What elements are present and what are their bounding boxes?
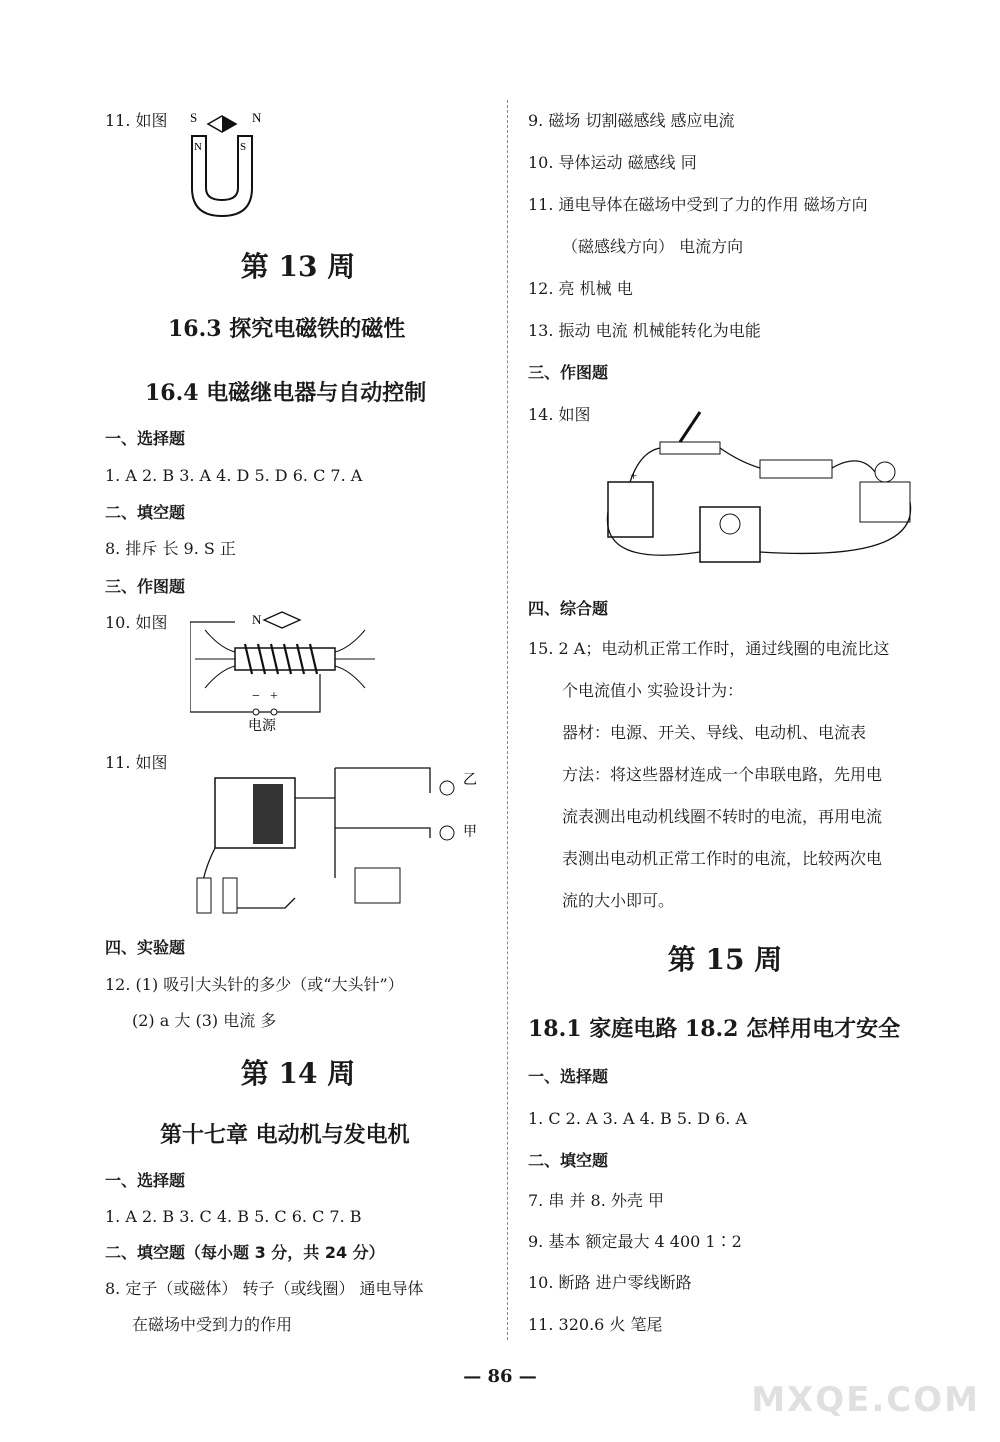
week-14-title: 第 14 周 (240, 1057, 356, 1090)
choice-answers: 1. A 2. B 3. A 4. D 5. D 6. C 7. A (105, 466, 363, 485)
column-divider (507, 100, 509, 1340)
switch-lever-icon (680, 412, 700, 442)
solenoid-n-label: N (252, 612, 262, 627)
r-q15-line4: 方法：将这些器材连成一个串联电路，先用电 (562, 765, 883, 784)
r-q11-part2: （磁感线方向） 电流方向 (562, 237, 744, 256)
r-section-choice: 一、选择题 (528, 1067, 609, 1086)
r-q10: 10. 导体运动 磁感线 同 (528, 153, 697, 172)
lamp-jia-icon (440, 826, 454, 840)
section-drawing: 三、作图题 (105, 577, 186, 596)
power-plus: + (270, 689, 278, 704)
terminal-plus (271, 709, 277, 715)
section-choice-b: 一、选择题 (105, 1171, 186, 1190)
relay-wires (295, 768, 430, 878)
r-q10b: 10. 断路 进户零线断路 (528, 1273, 692, 1292)
ammeter-dial (720, 514, 740, 534)
section-16-4-title: 16.4 电磁继电器与自动控制 (145, 380, 427, 406)
section-choice: 一、选择题 (105, 429, 186, 448)
section-experiment: 四、实验题 (105, 938, 186, 957)
compass-needle-dark (222, 116, 236, 132)
q11b-label: 11. 如图 (105, 753, 168, 772)
r-q15-line5: 流表测出电动机线圈不转时的电流，再用电流 (562, 807, 883, 826)
cell-2-icon (223, 878, 237, 913)
r-q15-line3: 器材：电源、开关、导线、电动机、电流表 (562, 723, 867, 742)
r-q9b: 9. 基本 额定最大 4 400 1∶2 (528, 1232, 742, 1251)
q8-part2: 在磁场中受到力的作用 (132, 1315, 293, 1334)
power-source-label: 电源 (248, 718, 276, 734)
r-q12: 12. 亮 机械 电 (528, 279, 633, 298)
r-q15-line1: 15. 2 A；电动机正常工作时，通过线圈的电流比这 (528, 639, 890, 658)
battery-pack-icon (608, 482, 653, 537)
r-q15-line6: 表测出电动机正常工作时的电流，比较两次电 (562, 849, 883, 868)
relay-circuit-figure (185, 748, 485, 923)
r-q14-label: 14. 如图 (528, 405, 591, 424)
u-magnet-figure (180, 108, 280, 223)
fill-answers-8-9: 8. 排斥 长 9. S 正 (105, 539, 236, 558)
terminal-minus (253, 709, 259, 715)
week-13-title: 第 13 周 (240, 250, 356, 283)
section-16-3-title: 16.3 探究电磁铁的磁性 (168, 316, 406, 342)
q12-part2: (2) a 大 (3) 电流 多 (132, 1011, 277, 1030)
r-q11-part1: 11. 通电导体在磁场中受到了力的作用 磁场方向 (528, 195, 868, 214)
r-section-fill: 二、填空题 (528, 1151, 609, 1170)
r-q9: 9. 磁场 切割磁感线 感应电流 (528, 111, 735, 130)
motor-circuit-figure (600, 402, 920, 582)
battery-plus: + (630, 468, 638, 483)
magnet-label-s: S (190, 110, 198, 125)
compass-icon (264, 612, 300, 628)
control-wires (202, 848, 295, 913)
r-q11c: 11. 320.6 火 笔尾 (528, 1315, 663, 1334)
week-15-title: 第 15 周 (667, 943, 783, 976)
motor-rotor (875, 462, 895, 482)
q10-label: 10. 如图 (105, 613, 168, 632)
r-q15-line7: 流的大小即可。 (562, 891, 675, 910)
lamp-yi-label: 乙 (463, 772, 477, 788)
solenoid-figure (190, 608, 380, 738)
r-q7-8: 7. 串 并 8. 外壳 甲 (528, 1191, 664, 1210)
r-q13: 13. 振动 电流 机械能转化为电能 (528, 321, 761, 340)
section-fill-b: 二、填空题（每小题 3 分，共 24 分） (105, 1243, 385, 1262)
magnet-label-n: N (252, 110, 262, 125)
lamp-yi-icon (440, 781, 454, 795)
motor-icon (860, 482, 910, 522)
battery-icon (355, 868, 400, 903)
rheostat-icon (760, 460, 832, 478)
section-fill: 二、填空题 (105, 503, 186, 522)
r-choice-answers: 1. C 2. A 3. A 4. B 5. D 6. A (528, 1109, 748, 1128)
choice-answers-b: 1. A 2. B 3. C 4. B 5. C 6. C 7. B (105, 1207, 362, 1226)
q12-part1: 12. (1) 吸引大头针的多少（或“大头针”） (105, 975, 404, 994)
r-section-comprehensive: 四、综合题 (528, 599, 609, 618)
switch-base (660, 442, 720, 454)
relay-coil-icon (253, 784, 283, 844)
page-number: — 86 — (463, 1366, 537, 1387)
r-q15-line2: 个电流值小 实验设计为： (562, 681, 744, 700)
chapter-17-title: 第十七章 电动机与发电机 (160, 1122, 410, 1148)
section-18-title: 18.1 家庭电路 18.2 怎样用电才安全 (528, 1016, 901, 1042)
q8-part1: 8. 定子（或磁体） 转子（或线圈） 通电导体 (105, 1279, 424, 1298)
lamp-jia-label: 甲 (463, 824, 477, 840)
q11-top: 11. 如图 (105, 111, 168, 130)
power-minus: − (252, 689, 260, 704)
magnet-arm-n: N (194, 141, 202, 153)
cell-1-icon (197, 878, 211, 913)
magnet-arm-s: S (240, 141, 247, 153)
r-section-drawing: 三、作图题 (528, 363, 609, 382)
watermark: MXQE.COM (751, 1380, 980, 1420)
